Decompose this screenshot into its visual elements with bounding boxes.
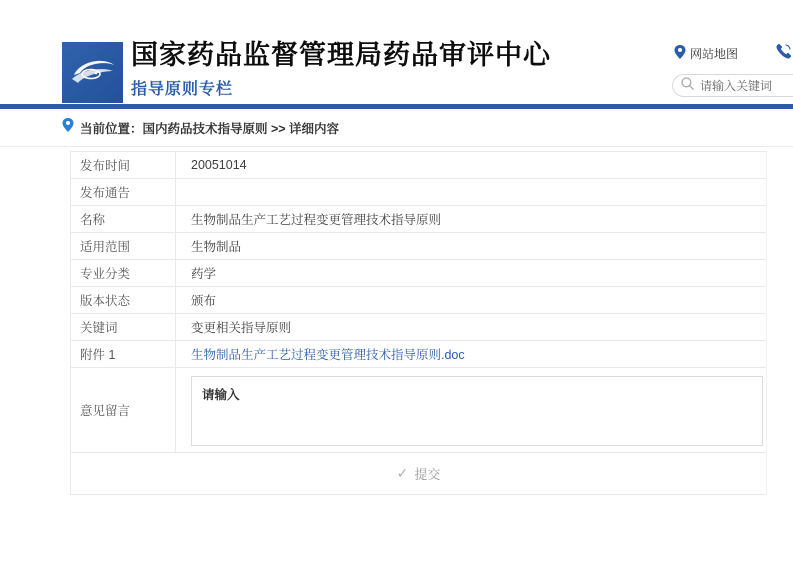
row-value: 20051014 xyxy=(191,158,247,172)
table-row-attachment xyxy=(71,341,766,368)
location-pin-icon xyxy=(674,45,686,62)
table-row-name xyxy=(71,206,766,233)
row-value xyxy=(176,368,766,452)
sitemap-label: 网站地图 xyxy=(690,47,739,61)
table-row-comment xyxy=(71,368,766,453)
guidance-detail-table xyxy=(70,151,767,495)
site-logo[interactable] xyxy=(62,42,123,103)
breadcrumb-text: 当前位置：国内药品技术指导原则 >> 详细内容 xyxy=(80,121,340,136)
comment-textarea[interactable] xyxy=(191,376,763,446)
phone-icon[interactable] xyxy=(776,43,792,64)
table-row-keywords xyxy=(71,314,766,341)
row-label: 发布时间 xyxy=(71,152,176,178)
site-subtitle: 指导原则专栏 xyxy=(131,81,234,99)
submit-button-label: 提交 xyxy=(414,467,441,482)
row-label: 关键词 xyxy=(71,314,176,340)
table-row-version-status xyxy=(71,287,766,314)
search-input[interactable] xyxy=(700,79,793,93)
site-title: 国家药品监督管理局药品审评中心 xyxy=(131,40,551,70)
row-label: 适用范围 xyxy=(71,233,176,259)
cde-swoosh-icon xyxy=(70,53,116,92)
row-label: 专业分类 xyxy=(71,260,176,286)
search-icon xyxy=(681,77,694,95)
table-row-publish-notice xyxy=(71,179,766,206)
sitemap-link[interactable] xyxy=(674,45,738,62)
site-title-block xyxy=(131,40,551,99)
row-value: 颁布 xyxy=(191,294,217,308)
row-label: 意见留言 xyxy=(71,368,176,452)
row-value xyxy=(176,341,766,367)
row-label: 附件 1 xyxy=(71,341,176,367)
row-value: 生物制品 xyxy=(191,240,242,254)
submit-button[interactable] xyxy=(71,453,766,495)
row-label: 版本状态 xyxy=(71,287,176,313)
row-value xyxy=(176,179,766,205)
row-label: 发布通告 xyxy=(71,179,176,205)
check-icon: ✓ xyxy=(396,465,409,481)
search-box xyxy=(672,74,793,97)
row-value: 生物制品生产工艺过程变更管理技术指导原则 xyxy=(191,213,442,227)
row-value: 药学 xyxy=(191,267,217,281)
row-value: 变更相关指导原则 xyxy=(191,321,292,335)
row-label: 名称 xyxy=(71,206,176,232)
attachment-doc-link[interactable]: 生物制品生产工艺过程变更管理技术指导原则.doc xyxy=(191,348,465,362)
table-row-scope xyxy=(71,233,766,260)
breadcrumb xyxy=(0,109,793,147)
location-pin-icon xyxy=(62,118,74,137)
table-row-publish-date xyxy=(71,152,766,179)
table-row-category xyxy=(71,260,766,287)
